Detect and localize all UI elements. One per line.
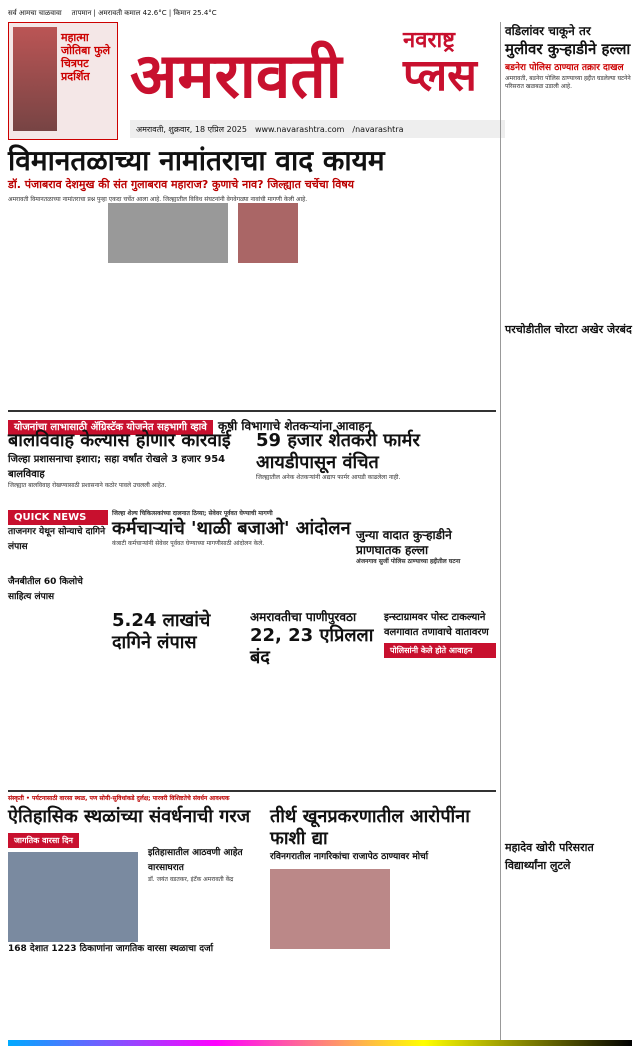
instagram-headline: इन्स्टाग्रामवर पोस्ट टाकल्याने वलगावात तणावाचे वातावरण — [384, 612, 489, 638]
child-marriage-story — [8, 430, 248, 490]
heritage-headline: ऐतिहासिक स्थळांच्या संवर्धनाची गरज — [8, 806, 251, 827]
water-kicker: अमरावतीचा पाणीपुरवठा — [250, 610, 357, 624]
farmers-band2: कृषी विभागाचे शेतकऱ्यांना आवाहन — [217, 419, 372, 433]
heritage-sidebar: इतिहासातील आठवणी आहेत वारसाघरात — [148, 848, 243, 873]
heritage-photo — [8, 852, 138, 942]
heritage-band — [8, 790, 496, 803]
murder-story — [270, 806, 496, 949]
protest-story — [112, 510, 352, 548]
heritage-quote-by: डॉ. जयंत वडतकर, इंटॅक अमरावती केंद्र — [148, 876, 234, 883]
promo-photo — [13, 27, 57, 131]
water-headline: 22, 23 एप्रिलला बंद — [250, 625, 374, 668]
attack-story — [356, 528, 496, 566]
quick-news-label: QUICK NEWS — [8, 510, 108, 525]
social-handle[interactable]: /navarashtra — [352, 124, 404, 134]
jewels-headline: 5.24 लाखांचे दागिने लंपास — [112, 610, 211, 653]
main-subhead: डॉ. पंजाबराव देशमुख की संत गुलाबराव महाराज? कुणाचे नाव? जिल्ह्यात चर्चेचा विषय — [8, 178, 355, 191]
attack-subhead: अंजनगाव सुर्जी पोलिस ठाण्याच्या हद्दीतील घटना — [356, 558, 461, 565]
child-marriage-headline: बालविवाह केल्यास होणार कारवाई — [8, 430, 231, 451]
portrait-photo — [238, 203, 298, 263]
protest-headline: कर्मचाऱ्यांचे 'थाळी बजाओ' आंदोलन — [112, 518, 351, 539]
farmers-band-text: योजनांचा लाभासाठी ॲग्रिस्टॅक योजनेत सहभागी व्हावे — [8, 420, 213, 435]
right-body: अमरावती, बडनेरा पोलिस ठाण्याच्या हद्दीत घडलेल्या घटनेने परिसरात खळबळ उडाली आहे. — [505, 75, 631, 90]
right-story3: महादेव खोरी परिसरात विद्यार्थ्यांना लुटले — [505, 841, 594, 872]
quick-news-item2: जैनबीतील 60 किलोचे साहित्य लंपास — [8, 577, 83, 602]
promo-text: महात्मा जोतिबा फुले चित्रपट प्रदर्शित — [61, 31, 111, 83]
top-note: सर्व आमचा चाळवावा — [8, 8, 62, 17]
logo-main: अमरावती — [130, 39, 342, 112]
heritage-story — [8, 806, 268, 957]
logo-brand: नवराष्ट्र — [403, 28, 455, 53]
date: अमरावती, शुक्रवार, 18 एप्रिल 2025 — [136, 124, 247, 134]
logo-plus-text: प्लस — [403, 50, 477, 101]
quick-news-item1: ताजनगर येथून सोन्याचे दागिने लंपास — [8, 527, 106, 552]
main-headline: विमानतळाच्या नामांतराचा वाद कायम — [8, 144, 385, 177]
main-body: अमरावती विमानतळाच्या नामांतराचा प्रश्न पुन्हा एकदा चर्चेत आला आहे. जिल्ह्यातील विविध संघटनांनी वेगवेगळ्या नावांची मागणी केली आहे. — [8, 196, 308, 203]
top-bar — [8, 4, 408, 22]
logo-plus — [403, 24, 499, 114]
murder-headline: तीर्थ खूनप्रकरणातील आरोपींना फाशी द्या — [270, 806, 470, 849]
instagram-band: पोलिसांनी केले होते आवाहन — [384, 643, 496, 658]
child-marriage-subhead: जिल्हा प्रशासनाचा इशारा; सहा वर्षांत रोखले 3 हजार 954 बालविवाह — [8, 454, 226, 480]
child-marriage-body: जिल्ह्यात बालविवाह रोखण्यासाठी प्रशासनाने कठोर पावले उचलली आहेत. — [8, 482, 167, 489]
water-story — [250, 610, 380, 669]
airport-photo — [108, 203, 228, 263]
instagram-story — [384, 610, 496, 658]
right-kicker: वडिलांवर चाकूने तर — [505, 24, 591, 38]
right-headline: मुलीवर कुऱ्हाडीने हल्ला — [505, 40, 631, 58]
main-story — [8, 145, 496, 204]
murder-photo — [270, 869, 390, 949]
right-subhead: बडनेरा पोलिस ठाण्यात तक्रार दाखल — [505, 63, 624, 73]
farmers-headline: 59 हजार शेतकरी फार्मर आयडीपासून वंचित — [256, 430, 420, 473]
heritage-tag: जागतिक वारसा दिन — [8, 833, 79, 848]
protest-body: कंत्राटी कर्मचाऱ्यांनी सेवेवर पूर्ववत घेण्याच्या मागणीसाठी आंदोलन केले. — [112, 540, 265, 547]
quick-news — [8, 510, 108, 605]
farmers-story — [256, 430, 496, 482]
right-column — [500, 22, 632, 1042]
dateline — [130, 120, 505, 138]
website[interactable]: www.navarashtra.com — [254, 124, 345, 134]
farmers-body: जिल्ह्यातील अनेक शेतकऱ्यांनी अद्याप फार्मर आयडी काढलेला नाही. — [256, 474, 401, 481]
heritage-caption: 168 देशात 1223 ठिकाणांना जागतिक वारसा स्थळाचा दर्जा — [8, 944, 214, 954]
right-story2: परचोडीतील चोरटा अखेर जेरबंद — [505, 323, 632, 336]
murder-subhead: रविनगरातील नागरिकांचा राजापेठ ठाण्यावर मोर्चा — [270, 852, 429, 862]
weather-line: तापमान | अमरावती कमाल 42.6°C | किमान 25.4°C — [71, 8, 217, 17]
jewels-story — [112, 610, 242, 654]
color-registration-strip — [8, 1040, 632, 1046]
attack-headline: जुन्या वादात कुऱ्हाडीने प्राणघातक हल्ला — [356, 528, 452, 557]
promo-box[interactable] — [8, 22, 118, 140]
heritage-band-text: संस्कृती • पर्यटनासाठी वारसा स्थळ, पण सोयी-सुविधांकडे दुर्लक्ष; पारवरी विशिष्टतेचे संवर्धन आवश्यक — [8, 795, 230, 802]
protest-kicker: जिल्हा शेल्य चिकित्सकांच्या दालनात ठिय्या; सेवेवर पूर्ववत घेण्याची मागणी — [112, 510, 273, 517]
